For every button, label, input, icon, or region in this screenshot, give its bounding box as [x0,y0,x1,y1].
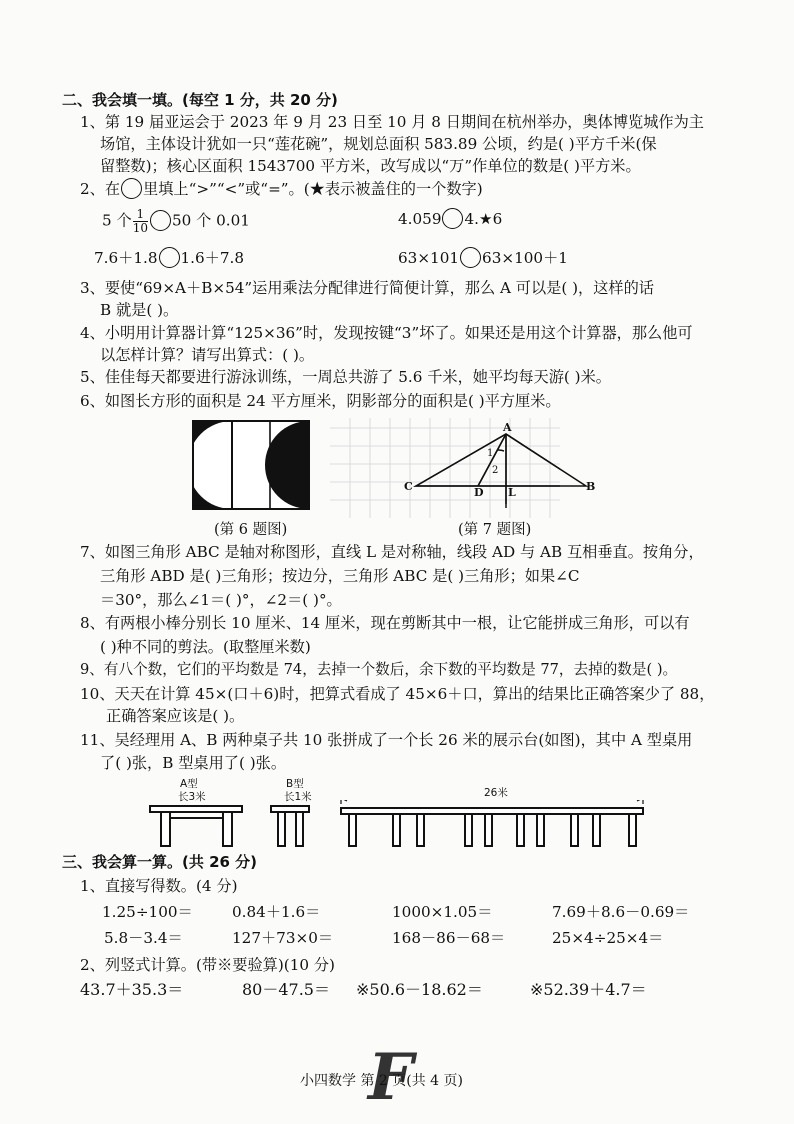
label-D: D [474,486,484,499]
label-A: A [503,421,512,434]
q2-c1-post: 50 个 0.01 [171,211,250,230]
b-type-label: B型 [286,778,304,790]
a-length-label: 长3米 [178,791,206,803]
fraction [133,208,148,235]
q2-c4-post: 63×100＋1 [482,249,568,267]
q2-compare-1 [102,208,250,235]
q11-line-1: 11、吴经理用 A、B 两种桌子共 10 张拼成了一个长 26 米的展示台(如图)，其中 A 型桌用 [80,731,693,749]
calc-item: 127＋73×0＝ [232,929,334,947]
figure-7-caption: (第 7 题图) [458,522,532,538]
calc-item: 5.8－3.4＝ [104,929,183,947]
q7-line-3: ＝30°，那么∠1＝( )°，∠2＝( )°。 [100,591,342,609]
section-3-heading: 三、我会算一算。(共 26 分) [62,853,258,871]
q7-line-1: 7、如图三角形 ABC 是轴对称图形，直线 L 是对称轴，线段 AD 与 AB 互相垂直。按角分， [80,543,704,561]
q2-compare-3 [94,247,244,268]
q2-c3-post: 1.6＋7.8 [180,249,244,267]
q10-line-2: 正确答案应该是( )。 [106,707,245,725]
calc-item: 0.84＋1.6＝ [232,903,321,921]
q3-line-2: B 就是( )。 [100,301,179,319]
answer-circle[interactable] [159,247,180,268]
p1-title: 1、直接写得数。(4 分) [80,877,238,895]
calc-item: 1000×1.05＝ [392,903,493,921]
page-footer: 小四数学 第 2 页(共 4 页) [300,1073,463,1089]
p2-title: 2、列竖式计算。(带※要验算)(10 分) [80,956,335,974]
q2-c4-pre: 63×101 [398,249,460,267]
vertical-calc-item: 80－47.5＝ [242,980,330,999]
figure-6-caption: (第 6 题图) [214,522,288,538]
b-length-label: 长1米 [284,791,312,803]
figure-11-tables [145,800,655,850]
fraction-denominator: 10 [132,221,148,235]
fraction-numerator: 1 [133,208,148,222]
figure-6 [192,420,310,510]
q3-line-1: 3、要使“69×A＋B×54”运用乘法分配律进行简便计算，那么 A 可以是( )，这样的话 [80,279,654,297]
vertical-calc-item: ※52.39＋4.7＝ [530,980,647,999]
vertical-calc-item: 43.7＋35.3＝ [80,980,184,999]
q2-compare-2 [398,208,502,229]
paper-version-mark: F [368,1040,414,1115]
q5: 5、佳佳每天都要进行游泳训练，一周总共游了 5.6 千米，她平均每天游( )米。 [80,368,611,386]
q4-line-2: 以怎样计算？请写出算式：( )。 [100,346,315,364]
q2-stem-b: 里填上“>”“<”或“=”。(★表示被盖住的一个数字) [143,180,483,198]
q2-c2-post: 4.★6 [464,210,503,228]
q2-c1-pre: 5 个 [102,211,132,230]
section-2-heading: 二、我会填一填。(每空 1 分，共 20 分) [62,91,338,109]
circle-icon [121,178,142,199]
label-C: C [404,480,413,493]
q9: 9、有八个数，它们的平均数是 74，去掉一个数后，余下数的平均数是 77，去掉的数是( )。 [80,661,678,678]
label-L: L [508,486,516,499]
q1-line-1: 1、第 19 届亚运会于 2023 年 9 月 23 日至 10 月 8 日期间在杭州举办，奥体博览城作为主 [80,113,704,131]
q2-c2-pre: 4.059 [398,210,442,228]
label-angle-2: 2 [492,465,499,476]
q10-line-1: 10、天天在计算 45×(口＋6)时，把算式看成了 45×6＋口，算出的结果比正确答案少了 88， [80,685,715,703]
q4-line-1: 4、小明用计算器计算“125×36”时，发现按键“3”坏了。如果还是用这个计算器，那么他可 [80,324,693,342]
q2-stem [80,178,483,199]
q2-compare-4 [398,247,568,268]
q7-line-2: 三角形 ABD 是( )三角形；按边分，三角形 ABC 是( )三角形；如果∠C [100,567,580,585]
calc-item: 25×4÷25×4＝ [552,929,664,947]
answer-circle[interactable] [460,247,481,268]
q8-line-1: 8、有两根小棒分别长 10 厘米、14 厘米，现在剪断其中一根，让它能拼成三角形，可以有 [80,614,690,632]
q6: 6、如图长方形的面积是 24 平方厘米，阴影部分的面积是( )平方厘米。 [80,392,561,410]
q8-line-2: ( )种不同的剪法。(取整厘米数) [100,638,311,656]
label-angle-1: 1 [487,448,494,459]
answer-circle[interactable] [442,208,463,229]
answer-circle[interactable] [150,210,171,231]
q1-line-2: 场馆，主体设计犹如一只“莲花碗”，规划总面积 583.89 公顷，约是( )平方千米(保 [100,135,657,153]
q2-stem-a: 2、在 [80,180,121,198]
vertical-calc-item: ※50.6－18.62＝ [356,980,483,999]
calc-item: 168－86－68＝ [392,929,506,947]
calc-item: 1.25÷100＝ [102,903,193,921]
calc-item: 7.69＋8.6－0.69＝ [552,903,690,921]
q1-line-3: 留整数)；核心区面积 1543700 平方米，改写成以“万”作单位的数是( )平方米。 [100,157,641,175]
a-type-label: A型 [180,778,198,790]
total-length-label: 26米 [484,787,508,799]
label-B: B [586,480,596,493]
q11-line-2: 了( )张，B 型桌用了( )张。 [100,754,287,772]
figure-7-overlay [400,418,600,518]
q2-c3-pre: 7.6＋1.8 [94,249,158,267]
